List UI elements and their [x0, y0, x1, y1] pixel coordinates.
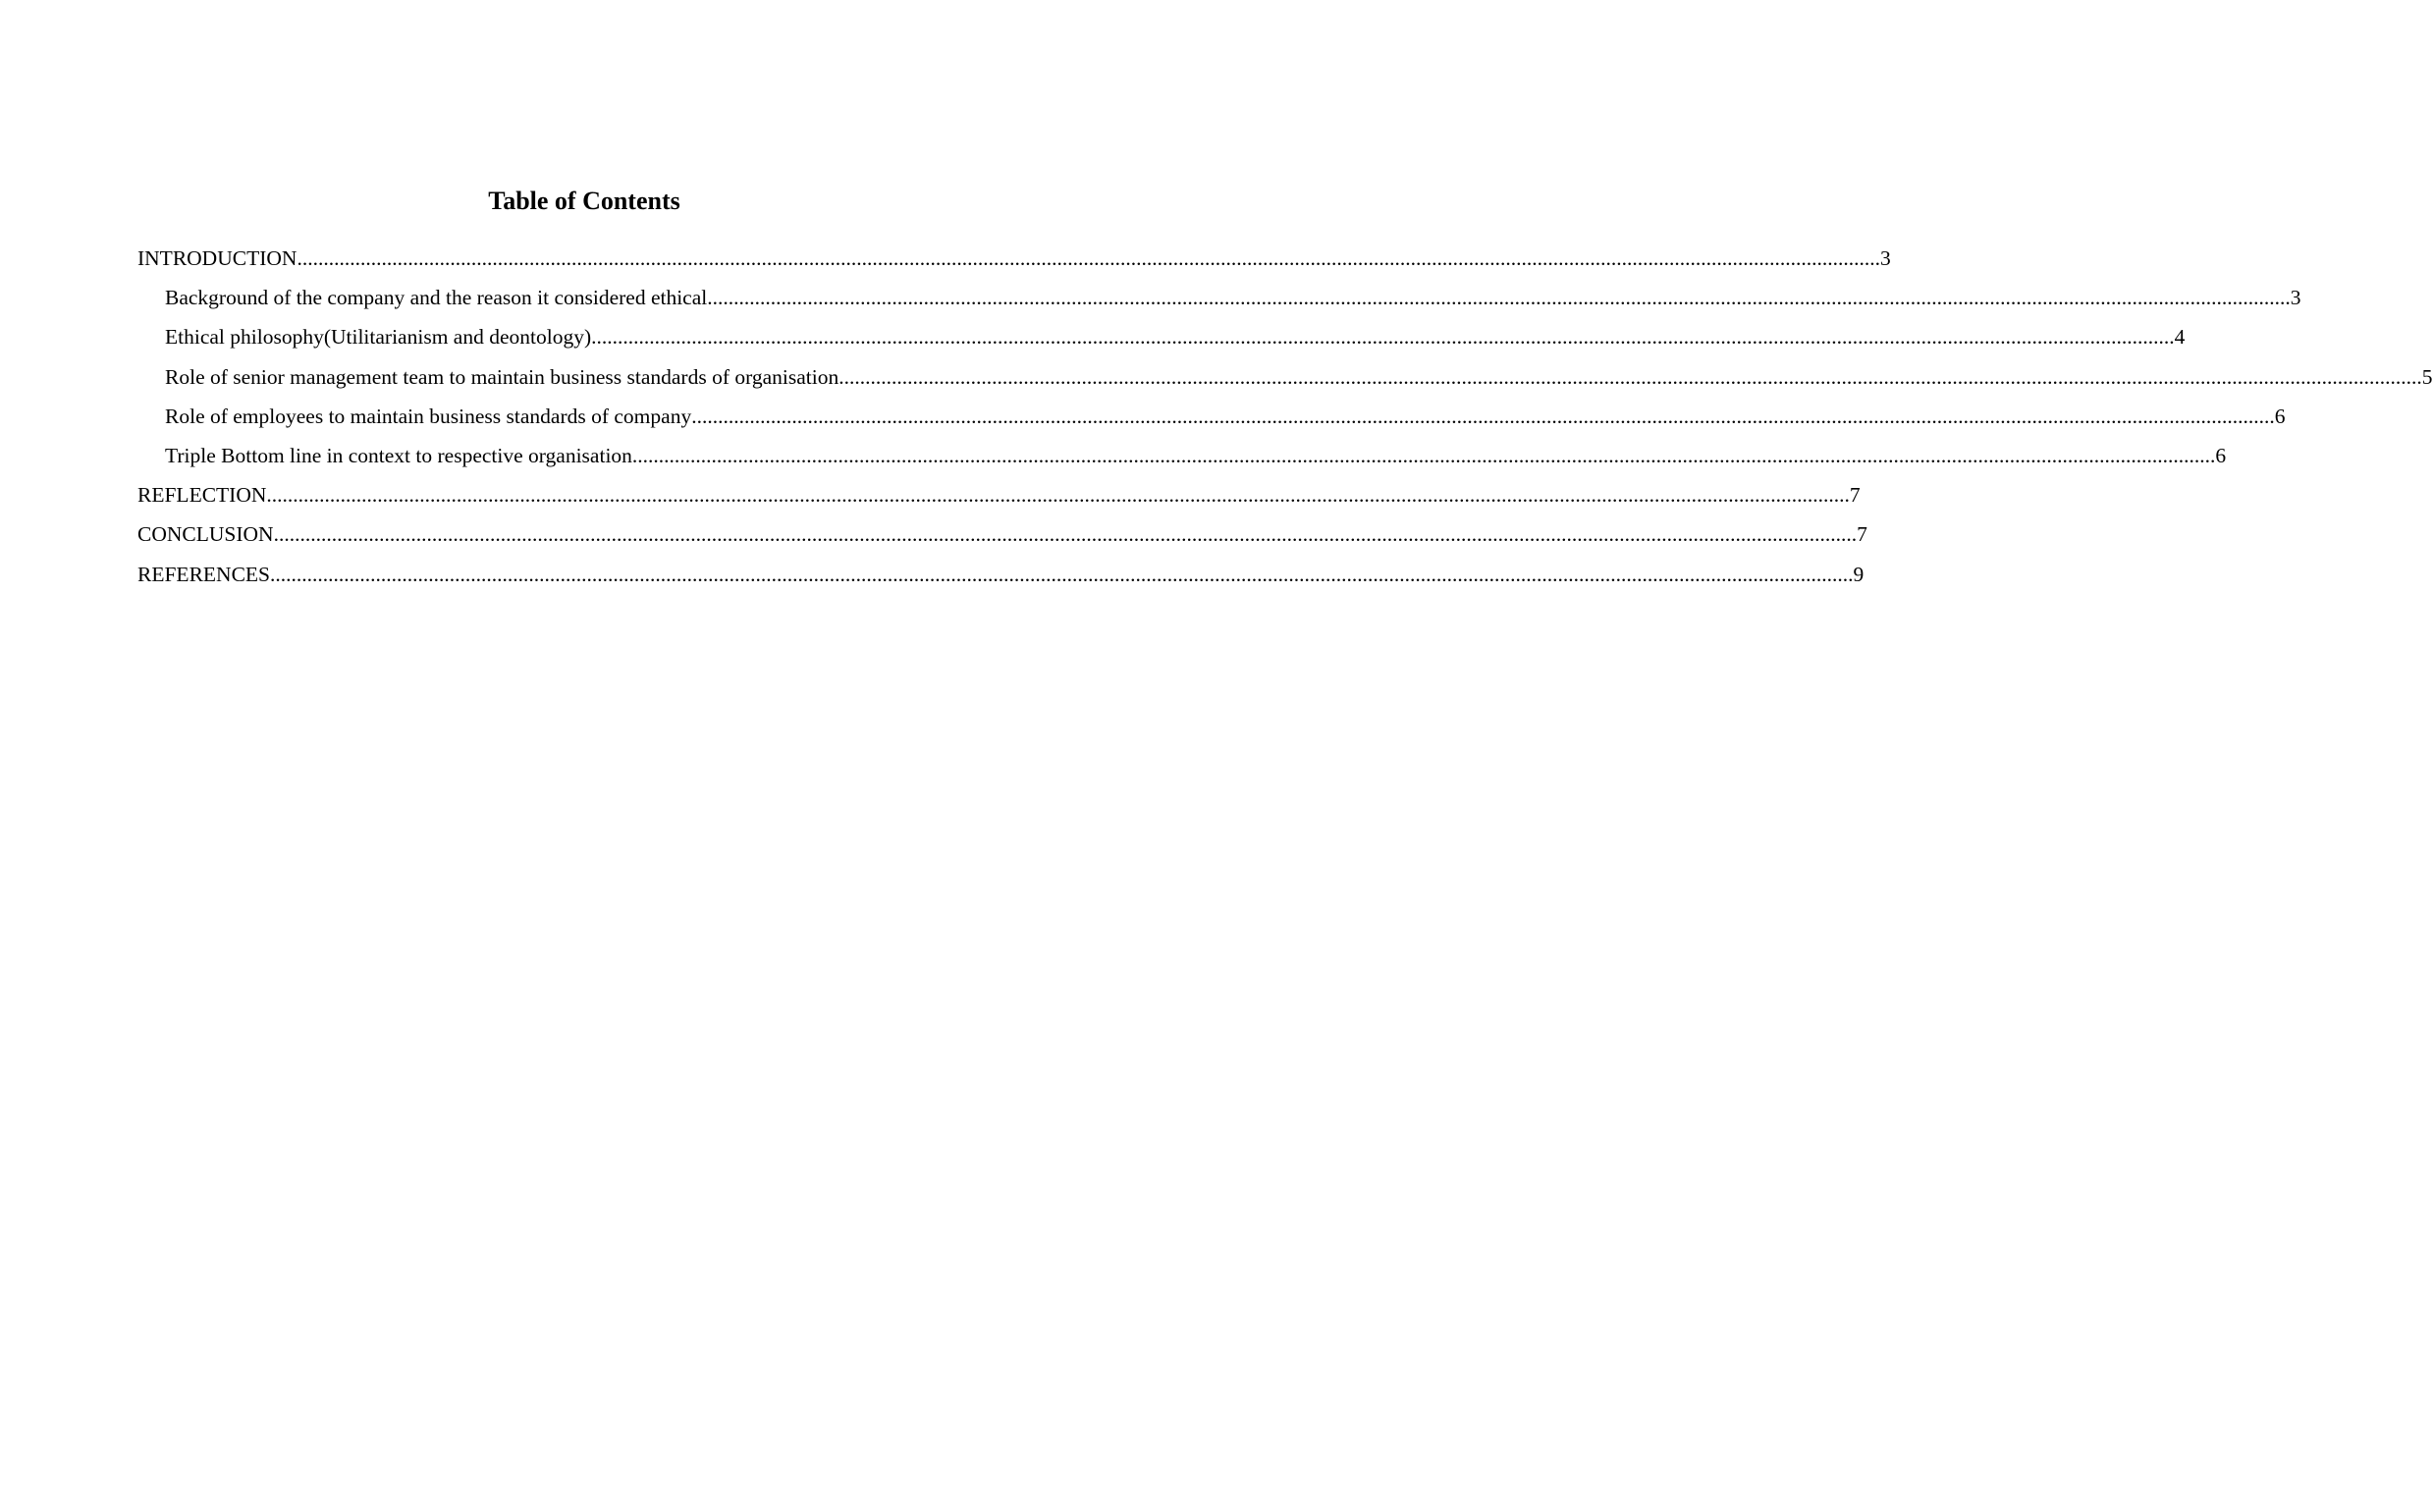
toc-page-number: 5	[2421, 364, 2433, 389]
toc-dot-leader: ............................................................................................................................................................................................................................................................................................................	[273, 522, 1858, 547]
toc-dot-leader: ............................................................................................................................................................................................................................................................................................................	[297, 246, 1880, 270]
toc-entry[interactable]	[137, 560, 1865, 599]
toc-dot-leader: ............................................................................................................................................................................................................................................................................................................	[631, 443, 2216, 467]
toc-entry[interactable]	[137, 362, 2433, 402]
toc-dot-leader: ............................................................................................................................................................................................................................................................................................................	[270, 562, 1854, 586]
toc-entry-text: Ethical philosophy(Utilitarianism and deontology)	[165, 325, 592, 350]
toc-entry[interactable]	[137, 243, 1891, 283]
toc-dot-leader: ............................................................................................................................................................................................................................................................................................................	[707, 286, 2291, 310]
toc-entry[interactable]	[137, 441, 2227, 480]
toc-entry-text: CONCLUSION	[137, 522, 274, 547]
toc-entry-text: REFLECTION	[137, 483, 267, 508]
toc-page-number: 7	[1857, 522, 1867, 547]
toc-entry[interactable]	[137, 480, 1861, 519]
toc-page-number: 9	[1853, 562, 1865, 586]
toc-entry[interactable]	[137, 322, 2186, 361]
toc-page-number: 7	[1849, 483, 1861, 508]
toc-entry[interactable]	[137, 519, 1867, 559]
toc-entry[interactable]	[137, 402, 2286, 441]
toc-page-number: 6	[2274, 404, 2286, 428]
toc-entry[interactable]	[137, 283, 2301, 322]
toc-list	[137, 243, 2433, 599]
toc-entry-text: Role of employees to maintain business standards of company	[165, 404, 692, 428]
toc-page-number: 3	[2290, 286, 2301, 310]
toc-page-number: 4	[2174, 325, 2186, 350]
toc-dot-leader: ............................................................................................................................................................................................................................................................................................................	[838, 364, 2422, 389]
toc-entry-text: Triple Bottom line in context to respective organisation	[165, 443, 632, 467]
toc-page-number: 3	[1879, 246, 1891, 270]
toc-dot-leader: ............................................................................................................................................................................................................................................................................................................	[266, 483, 1850, 508]
toc-entry-text: Role of senior management team to maintain business standards of organisation	[165, 364, 839, 389]
toc-entry-text: INTRODUCTION	[137, 246, 297, 270]
toc-entry-text: REFERENCES	[137, 562, 270, 586]
toc-dot-leader: ............................................................................................................................................................................................................................................................................................................	[591, 325, 2175, 350]
toc-title: Table of Contents	[488, 187, 680, 215]
toc-entry-text: Background of the company and the reason it considered ethical	[165, 286, 708, 310]
toc-page-number: 6	[2215, 443, 2227, 467]
toc-dot-leader: ............................................................................................................................................................................................................................................................................................................	[691, 404, 2275, 428]
